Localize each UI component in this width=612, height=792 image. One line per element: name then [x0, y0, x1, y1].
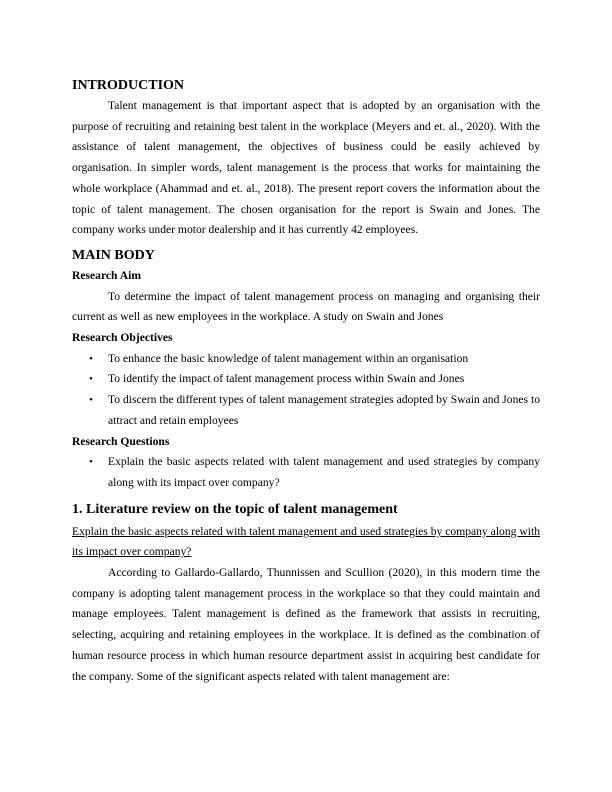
objective-text: To enhance the basic knowledge of talent management within an organisation [108, 351, 469, 365]
document-page [72, 72, 540, 687]
research-questions-heading: Research Questions [72, 434, 170, 448]
objective-text: To discern the different types of talent management strategies adopted by Swain and Jones to attract and retain employees [108, 393, 540, 427]
literature-review-heading: 1. Literature review on the topic of talent management [72, 501, 398, 517]
introduction-paragraph: Talent management is that important aspect that is adopted by an organisation with the purpose of recruiting and retaining best talent in the workplace (Meyers and et. al., 2020). With the assistance of talent management, the objectives of business could be easily achieved by organisation. In simpler words, talent management is the process that works for maintaining the whole workplace (Ahammad and et. al., 2018). The present report covers the information about the topic of talent management. The chosen organisation for the report is Swain and Jones. The company works under motor dealership and it has currently 42 employees. [72, 99, 540, 237]
list-item [72, 369, 540, 390]
bullet-icon: • [89, 352, 93, 365]
list-item [72, 390, 540, 431]
bullet-icon: • [89, 456, 93, 469]
list-item [72, 349, 540, 370]
research-objectives-list [72, 349, 540, 432]
list-item [72, 452, 540, 493]
research-objectives-heading: Research Objectives [72, 331, 173, 345]
literature-review-subheading: Explain the basic aspects related with talent management and used strategies by company along with its impact over company? [72, 524, 540, 559]
research-aim-heading: Research Aim [72, 268, 142, 282]
objective-text: To identify the impact of talent management process within Swain and Jones [108, 372, 465, 386]
main-body-heading: MAIN BODY [72, 247, 155, 263]
bullet-icon: • [89, 394, 93, 407]
research-questions-list [72, 452, 540, 493]
introduction-heading: INTRODUCTION [72, 78, 185, 93]
research-aim-text: To determine the impact of talent management process on managing and organising their current as well as new employees in the workplace. A study on Swain and Jones [72, 289, 540, 324]
question-text: Explain the basic aspects related with talent management and used strategies by company along with its impact over company? [108, 455, 540, 489]
literature-review-paragraph: According to Gallardo-Gallardo, Thunnissen and Scullion (2020), in this modern time the company is adopting talent management process in the workplace so that they could maintain and manage employees. Talent management is defined as the framework that assists in recruiting, selecting, acquiring and retaining employees in the workplace. It is defined as the combination of human resource process in which human resource department assist in acquiring best candidate for the company. Some of the significant aspects related with talent management are: [72, 566, 540, 683]
bullet-icon: • [89, 373, 93, 386]
